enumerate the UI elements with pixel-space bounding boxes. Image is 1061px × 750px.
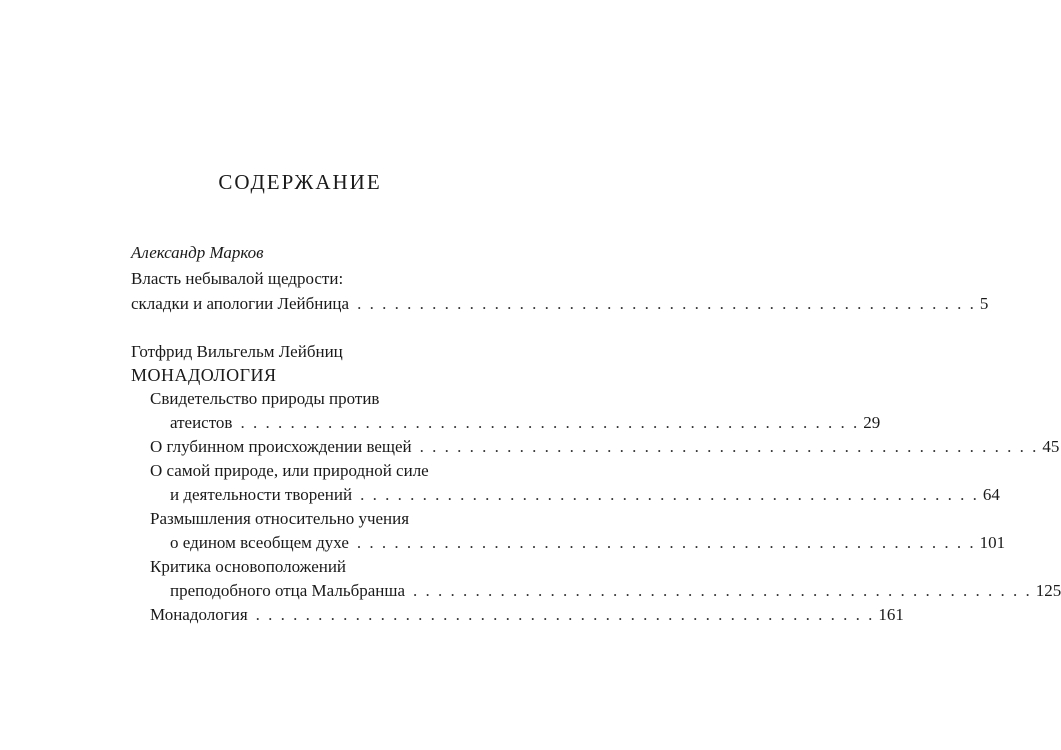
toc-entry-line1: Размышления относительно учения: [150, 509, 410, 528]
toc-entry-1[interactable]: [150, 436, 1060, 458]
toc-entry-line1: О глубинном происхождении вещей: [150, 437, 412, 456]
book-author: Готфрид Вильгельм Лейбниц: [131, 342, 343, 361]
toc-entry-2[interactable]: [170, 484, 1000, 506]
page-number: 5: [979, 294, 989, 313]
page-number: 101: [979, 533, 1006, 552]
dot-leader: . . . . . . . . . . . . . . . . . . . . . . . . . . . . . . . . . . . . . . . . . . . . . . . . . .: [413, 581, 1032, 600]
dot-leader: . . . . . . . . . . . . . . . . . . . . . . . . . . . . . . . . . . . . . . . . . . . . . . . . . .: [419, 437, 1039, 456]
toc-entry-line1: Критика основоположений: [150, 557, 347, 576]
toc-entry-essay[interactable]: [131, 293, 989, 315]
toc-entry-line2: атеистов: [170, 413, 233, 432]
page-number: 161: [878, 605, 904, 624]
toc-entry-4[interactable]: [170, 580, 1061, 602]
toc-entry-line2: и деятельности творений: [170, 485, 353, 504]
dot-leader: . . . . . . . . . . . . . . . . . . . . . . . . . . . . . . . . . . . . . . . . . . . . . . . . . .: [360, 485, 979, 504]
page-title: СОДЕРЖАНИЕ: [218, 170, 382, 194]
toc-entry-line2: преподобного отца Мальбранша: [170, 581, 406, 600]
essay-author: Александр Марков: [131, 243, 264, 262]
dot-leader: . . . . . . . . . . . . . . . . . . . . . . . . . . . . . . . . . . . . . . . . . . . . . . . . . .: [255, 605, 875, 624]
book-title: МОНАДОЛОГИЯ: [131, 365, 277, 385]
dot-leader: . . . . . . . . . . . . . . . . . . . . . . . . . . . . . . . . . . . . . . . . . . . . . . . . . .: [357, 294, 976, 313]
toc-entry-line1: О самой природе, или природной силе: [150, 461, 429, 480]
dot-leader: . . . . . . . . . . . . . . . . . . . . . . . . . . . . . . . . . . . . . . . . . . . . . . . . . .: [240, 413, 860, 432]
essay-title-line1: Власть небывалой щедрости:: [131, 269, 344, 288]
toc-entry-line1: Свидетельство природы против: [150, 389, 380, 408]
page-number: 45: [1042, 437, 1060, 456]
essay-title-line2: складки и апологии Лейбница: [131, 294, 350, 313]
page-number: 64: [982, 485, 1000, 504]
page-number: 29: [863, 413, 881, 432]
toc-entry-5[interactable]: [150, 604, 904, 626]
dot-leader: . . . . . . . . . . . . . . . . . . . . . . . . . . . . . . . . . . . . . . . . . . . . . . . . . .: [356, 533, 976, 552]
toc-entry-3[interactable]: [170, 532, 1006, 554]
page-number: 125: [1035, 581, 1061, 600]
toc-entry-0[interactable]: [170, 412, 881, 434]
toc-entry-line1: Монадология: [150, 605, 248, 624]
toc-entry-line2: о едином всеобщем духе: [170, 533, 349, 552]
